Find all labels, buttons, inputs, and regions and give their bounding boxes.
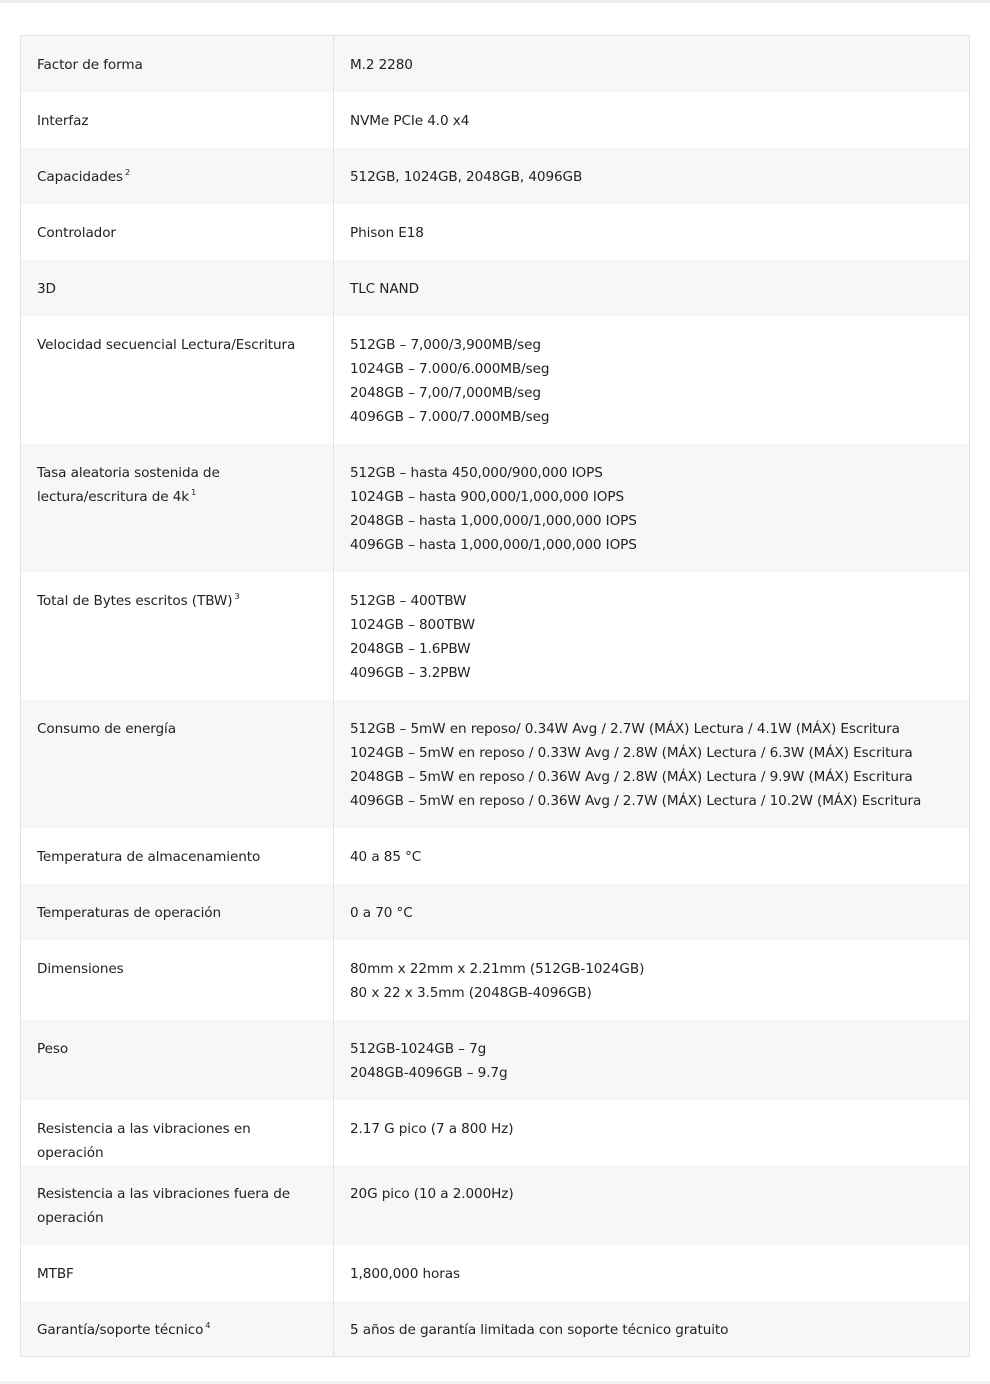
spec-label-cell bbox=[21, 444, 334, 572]
spec-label: Factor de forma bbox=[37, 57, 143, 73]
spec-value-cell bbox=[334, 700, 970, 828]
spec-value-cell bbox=[334, 92, 970, 148]
spec-label: Dimensiones bbox=[37, 960, 124, 977]
spec-row bbox=[21, 940, 970, 1020]
spec-value: 512GB, 1024GB, 2048GB, 4096GB bbox=[350, 168, 583, 185]
spec-row bbox=[21, 572, 970, 700]
spec-row bbox=[21, 1020, 970, 1100]
spec-value: 4096GB – 7.000/7.000MB/seg bbox=[350, 408, 550, 425]
spec-value: Phison E18 bbox=[350, 224, 424, 241]
spec-value-cell bbox=[334, 1165, 970, 1245]
spec-value: 5 años de garantía limitada con soporte técnico gratuito bbox=[350, 1321, 729, 1338]
spec-value-cell bbox=[334, 1301, 970, 1357]
spec-row bbox=[21, 1301, 970, 1357]
spec-value-cell bbox=[334, 148, 970, 204]
spec-label: Interfaz bbox=[37, 112, 89, 129]
spec-value: 20G pico (10 a 2.000Hz) bbox=[350, 1185, 514, 1202]
spec-value-cell bbox=[334, 204, 970, 260]
spec-label-cell bbox=[21, 572, 334, 700]
spec-label: Resistencia a las vibraciones en operación bbox=[37, 1120, 251, 1161]
spec-value: 1024GB – 800TBW bbox=[350, 616, 475, 633]
spec-value: 1024GB – hasta 900,000/1,000,000 IOPS bbox=[350, 488, 625, 505]
spec-value: 80 x 22 x 3.5mm (2048GB-4096GB) bbox=[350, 984, 592, 1001]
spec-row bbox=[21, 1100, 970, 1165]
spec-label: Tasa aleatoria sostenida de lectura/escritura de 4k bbox=[37, 464, 220, 505]
spec-label: Garantía/soporte técnico bbox=[37, 1321, 204, 1338]
spec-table bbox=[20, 35, 970, 1357]
spec-label: Capacidades bbox=[37, 168, 123, 185]
spec-value: 2.17 G pico (7 a 800 Hz) bbox=[350, 1120, 514, 1137]
spec-label: Consumo de energía bbox=[37, 720, 176, 737]
spec-row bbox=[21, 1245, 970, 1301]
spec-label: Controlador bbox=[37, 224, 116, 241]
spec-label-cell bbox=[21, 92, 334, 148]
spec-value: 2048GB – 5mW en reposo / 0.36W Avg / 2.8W (MÁX) Lectura / 9.9W (MÁX) Escritura bbox=[350, 768, 913, 785]
spec-row bbox=[21, 828, 970, 884]
spec-value: 80mm x 22mm x 2.21mm (512GB-1024GB) bbox=[350, 960, 645, 977]
spec-label-cell bbox=[21, 700, 334, 828]
spec-row bbox=[21, 884, 970, 940]
spec-label: Temperatura de almacenamiento bbox=[37, 848, 261, 865]
footnote-marker: 1 bbox=[191, 487, 197, 497]
spec-value: 40 a 85 °C bbox=[350, 848, 422, 865]
spec-table-body bbox=[21, 36, 970, 1357]
spec-value: 4096GB – 3.2PBW bbox=[350, 664, 471, 681]
spec-value: 512GB – 400TBW bbox=[350, 592, 467, 609]
spec-label: Resistencia a las vibraciones fuera de operación bbox=[37, 1185, 291, 1226]
footnote-marker: 2 bbox=[124, 167, 130, 177]
spec-label-cell bbox=[21, 1165, 334, 1245]
spec-value: 1024GB – 5mW en reposo / 0.33W Avg / 2.8W (MÁX) Lectura / 6.3W (MÁX) Escritura bbox=[350, 744, 913, 761]
spec-value: TLC NAND bbox=[350, 280, 419, 297]
spec-value-cell bbox=[334, 444, 970, 572]
spec-value: 512GB-1024GB – 7g bbox=[350, 1040, 487, 1057]
spec-label-cell bbox=[21, 260, 334, 316]
spec-value: 4096GB – hasta 1,000,000/1,000,000 IOPS bbox=[350, 536, 637, 553]
spec-value-cell bbox=[334, 828, 970, 884]
spec-value: 512GB – hasta 450,000/900,000 IOPS bbox=[350, 464, 603, 481]
spec-row bbox=[21, 444, 970, 572]
spec-label-cell bbox=[21, 316, 334, 444]
spec-row bbox=[21, 204, 970, 260]
spec-row bbox=[21, 92, 970, 148]
spec-label-cell bbox=[21, 1301, 334, 1357]
spec-row bbox=[21, 148, 970, 204]
top-divider bbox=[0, 0, 990, 3]
spec-label: Total de Bytes escritos (TBW) bbox=[37, 592, 233, 609]
spec-row bbox=[21, 316, 970, 444]
spec-value-cell bbox=[334, 884, 970, 940]
spec-label: Temperaturas de operación bbox=[37, 904, 222, 921]
spec-value: 2048GB-4096GB – 9.7g bbox=[350, 1064, 508, 1081]
spec-label-cell bbox=[21, 1020, 334, 1100]
spec-label-cell bbox=[21, 36, 334, 92]
spec-value-cell bbox=[334, 940, 970, 1020]
spec-value: 1024GB – 7.000/6.000MB/seg bbox=[350, 360, 550, 377]
spec-value: 0 a 70 °C bbox=[350, 904, 413, 921]
spec-value: 1,800,000 horas bbox=[350, 1265, 460, 1282]
spec-value: 512GB – 7,000/3,900MB/seg bbox=[350, 336, 541, 353]
spec-value-cell bbox=[334, 1100, 970, 1165]
spec-value: M.2 2280 bbox=[350, 57, 413, 73]
footnote-marker: 4 bbox=[205, 1320, 211, 1330]
spec-label-cell bbox=[21, 1100, 334, 1165]
spec-label-cell bbox=[21, 940, 334, 1020]
spec-row bbox=[21, 700, 970, 828]
spec-value: 2048GB – 1.6PBW bbox=[350, 640, 471, 657]
spec-value: 2048GB – 7,00/7,000MB/seg bbox=[350, 384, 541, 401]
spec-label: Velocidad secuencial Lectura/Escritura bbox=[37, 336, 296, 353]
spec-value: 4096GB – 5mW en reposo / 0.36W Avg / 2.7W (MÁX) Lectura / 10.2W (MÁX) Escritura bbox=[350, 792, 922, 809]
spec-value-cell bbox=[334, 36, 970, 92]
spec-label: Peso bbox=[37, 1040, 69, 1057]
spec-value: 512GB – 5mW en reposo/ 0.34W Avg / 2.7W (MÁX) Lectura / 4.1W (MÁX) Escritura bbox=[350, 720, 900, 737]
spec-row bbox=[21, 260, 970, 316]
spec-value-cell bbox=[334, 316, 970, 444]
spec-label: 3D bbox=[37, 280, 56, 297]
spec-value-cell bbox=[334, 1020, 970, 1100]
spec-label-cell bbox=[21, 1245, 334, 1301]
spec-value-cell bbox=[334, 572, 970, 700]
spec-value: 2048GB – hasta 1,000,000/1,000,000 IOPS bbox=[350, 512, 637, 529]
spec-label-cell bbox=[21, 148, 334, 204]
spec-row bbox=[21, 1165, 970, 1245]
spec-label-cell bbox=[21, 884, 334, 940]
footnote-marker: 3 bbox=[234, 591, 240, 601]
spec-label-cell bbox=[21, 204, 334, 260]
spec-label-cell bbox=[21, 828, 334, 884]
spec-value-cell bbox=[334, 1245, 970, 1301]
spec-label: MTBF bbox=[37, 1265, 74, 1282]
spec-value: NVMe PCIe 4.0 x4 bbox=[350, 112, 470, 129]
spec-row bbox=[21, 36, 970, 92]
spec-value-cell bbox=[334, 260, 970, 316]
